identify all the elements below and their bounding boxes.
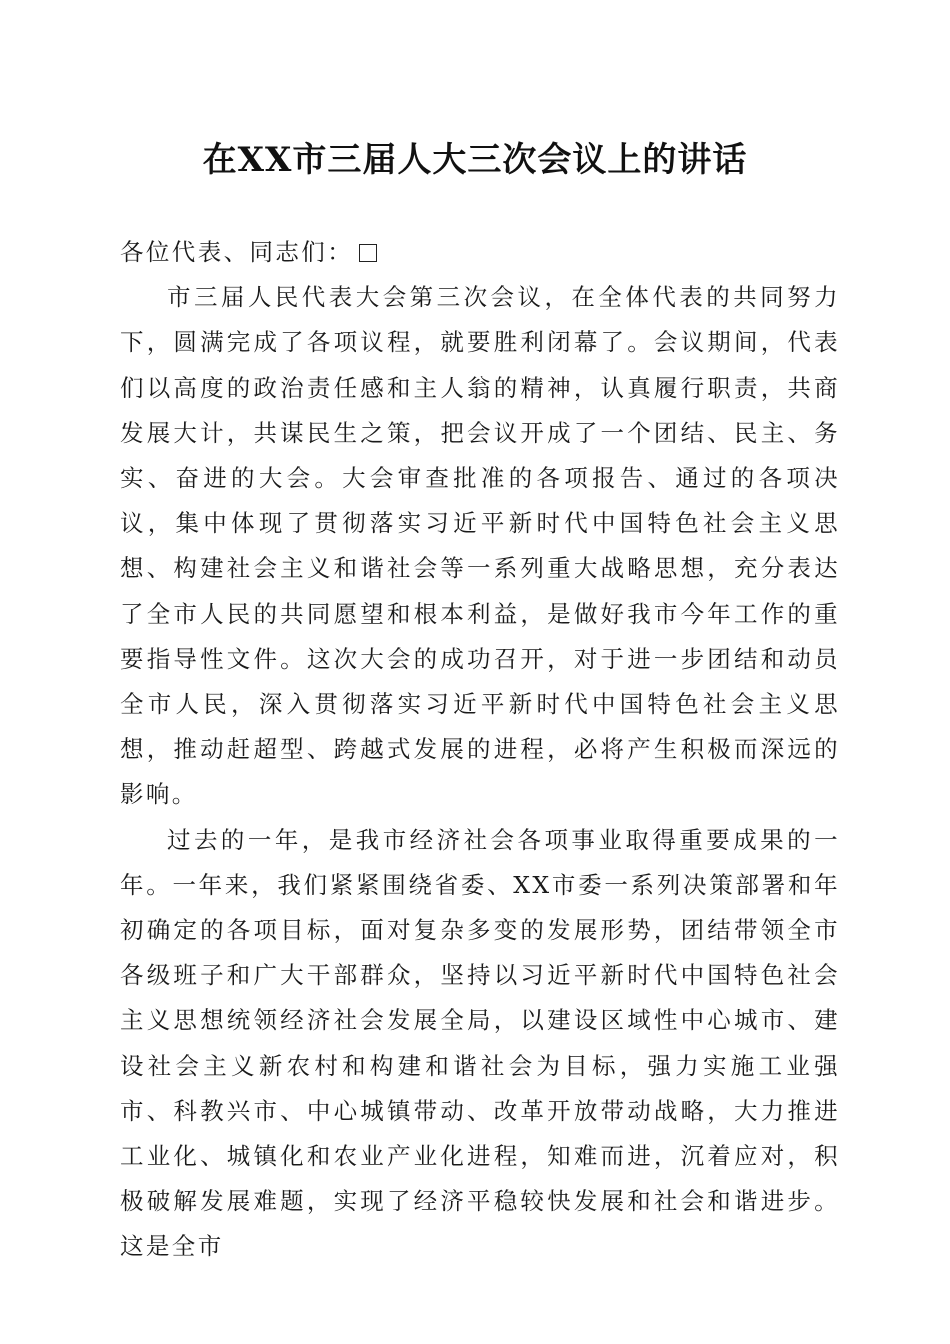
document-body [120,230,840,1270]
document-title: 在XX市三届人大三次会议上的讲话 [202,140,748,180]
salutation-line [120,230,840,275]
paragraph-1: 市三届人民代表大会第三次会议，在全体代表的共同努力下，圆满完成了各项议程，就要胜利闭幕了。会议期间，代表们以高度的政治责任感和主人翁的精神，认真履行职责，共商发展大计，共谋民生之策，把会议开成了一个团结、民主、务实、奋进的大会。大会审查批准的各项报告、通过的各项决议，集中体现了贯彻落实习近平新时代中国特色社会主义思想、构建社会主义和谐社会等一系列重大战略思想，充分表达了全市人民的共同愿望和根本利益，是做好我市今年工作的重要指导性文件。这次大会的成功召开，对于进一步团结和动员全市人民，深入贯彻落实习近平新时代中国特色社会主义思想，推动赶超型、跨越式发展的进程，必将产生积极而深远的影响。 [120,283,840,809]
salutation-text: 各位代表、同志们： [120,238,354,266]
paragraph-2: 过去的一年，是我市经济社会各项事业取得重要成果的一年。一年来，我们紧紧围绕省委、XX市委一系列决策部署和年初确定的各项目标，面对复杂多变的发展形势，团结带领全市各级班子和广大干部群众，坚持以习近平新时代中国特色社会主义思想统领经济社会发展全局，以建设区域性中心城市、建设社会主义新农村和构建和谐社会为目标，强力实施工业强市、科教兴市、中心城镇带动、改革开放带动战略，大力推进工业化、城镇化和农业产业化进程，知难而进，沉着应对，积极破解发展难题，实现了经济平稳较快发展和社会和谐进步。这是全市 [120,825,840,1261]
empty-box-icon [359,244,377,262]
